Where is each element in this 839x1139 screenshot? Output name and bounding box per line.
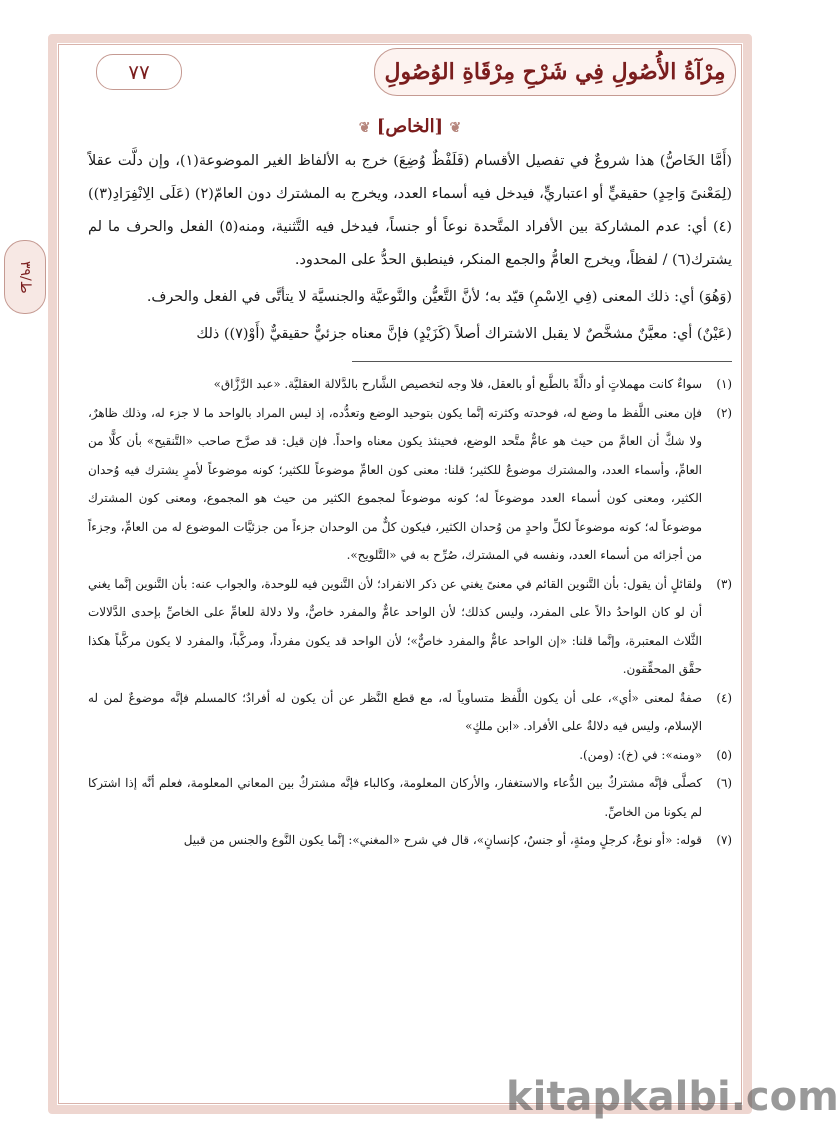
page-content — [88, 112, 732, 855]
footnote-number: (٢) — [716, 405, 732, 420]
footnote — [88, 570, 732, 684]
footnote — [88, 399, 732, 570]
ornament-icon: ❦ — [449, 120, 462, 136]
footnote — [88, 370, 732, 399]
ornament-icon: ❦ — [358, 120, 371, 136]
footnote-text: سواءٌ كانت مهملاتٍ أو دالَّةً بالطَّبع أو بالعقل، فلا وجه لتخصيص الشَّارح بالدَّلالة العقليَّة. «عبد الرَّزَّاق» — [213, 377, 702, 391]
main-paragraph: (عَيْنٌ) أي: معيَّنٌ مشخَّصٌ لا يقبل الاشتراك أصلاً (كَزَيْدٍ) فإنَّ معناه جزئيٌّ حقيقيٌّ (أَوْ(٧)) ذلك — [196, 326, 732, 342]
footnote — [88, 684, 732, 741]
footnote — [88, 741, 732, 770]
section-heading — [88, 116, 732, 137]
footnote-number: (٤) — [716, 690, 732, 705]
footnote-number: (٧) — [716, 833, 732, 847]
main-paragraph: (أَمَّا الخَاصُّ) هذا شروعٌ في تفصيل الأقسام (فَلَفْظٌ وُضِعَ) خرج به الألفاظ الغير الموضوعة(١)، وإن دلَّت عقلاً (لِمَعْنىً وَاحِدٍ) حقيقيٍّ أو اعتباريٍّ، فيدخل فيه أسماء العدد، ويخرج به المشترك دون العامّ(٢) (عَلَى الِانْفِرَادِ(٣)) (٤) أي: عدم المشاركة بين الأفراد المتَّحدة نوعاً أو جنساً، فيدخل فيه التَّثنية، ومنه(٥) الفعل والحرف ما لم يشترك(٦) / لفظاً، ويخرج العامُّ والجمع المنكر، فينطبق الحدُّ على المحدود. — [88, 153, 733, 268]
footnote-text: ولقائلٍ أن يقول: بأن التَّنوين القائم في معنىً يغني عن ذكر الانفراد؛ لأن التَّنوين فيه للوحدة، والجواب عنه: بأن التَّنوين إنَّما يغني أن لو كان الواحدُ دالاً على المفرد، وليس كذلك؛ لأن الواحد عامٌّ والمفرد خاصٌّ، ولا دلالة للعامِّ على الخاصِّ بإحدى الدَّلالات الثَّلاث المعتبرة، وإنَّما قلنا: «إن الواحد عامٌّ والمفرد خاصٌّ»؛ لأن الواحد قد يكون مفرداً، ومركَّباً، والمفرد لا يكون مركَّباً هكذا حقَّق المحقِّقون. — [88, 576, 702, 676]
footnote-number: (٦) — [716, 776, 732, 790]
footnote-text: كصلَّى فإنَّه مشتركٌ بين الدُّعاء والاستغفار، والأركان المعلومة، وكالباء فإنَّه مشتركٌ بين المعاني المعلومة، فعلم أنَّه إذا اشتركا لم يكونا من الخاصِّ. — [88, 776, 702, 819]
footnote-number: (٣) — [716, 576, 732, 591]
page-number: ٧٧ — [96, 54, 182, 90]
footnote-text: صفةٌ لمعنى «أي»، على أن يكون اللَّفظ متساوياً له، مع قطع النَّظر عن أن يكون له أفرادٌ؛ كالمسلم فإنَّه موضوعٌ لمن له الإسلام، وليس فيه دلالةٌ على الأفراد. «ابن ملكٍ» — [88, 690, 702, 733]
watermark-logo: kitapkalbi.com — [506, 1074, 839, 1120]
footnote-number: (٥) — [716, 747, 732, 762]
margin-reference: ط/٣٩ — [4, 240, 46, 314]
footnote-text: «ومنه»: في (خ): (ومن). — [579, 747, 702, 762]
footnote — [88, 769, 732, 826]
footnote-divider — [352, 361, 732, 362]
main-paragraph: (وَهُوَ) أي: ذلك المعنى (فِي الِاسْمِ) قيّد به؛ لأنَّ التَّعيُّن والنَّوعيَّة والجنسيَّة لا يتأتَّى في الفعل والحرف. — [146, 289, 732, 305]
section-title-text: [الخاص] — [376, 116, 444, 137]
footnote-text: قوله: «أو نوعٌ، كرجلٍ ومئةٍ، أو جنسٌ، كإنسانٍ»، قال في شرح «المغني»: إنَّما يكون النَّوع والجنس من قبيل — [183, 833, 702, 847]
footnote-number: (١) — [716, 377, 732, 391]
book-title: مِرْآةُ الأُصُولِ فِي شَرْحِ مِرْقَاةِ الوُصُولِ — [374, 48, 736, 96]
page-header — [78, 46, 738, 98]
footnote-text: فإن معنى اللَّفظ ما وضع له، فوحدته وكثرته إنَّما يكون بتوحيد الوضع وتعدُّده، إذ ليس المراد بالواحد ما لا جزء له، وذلك ظاهرٌ، ولا شكَّ أن العامَّ من حيث هو عامٌّ متَّحد الوضع، فحينئذ يكون معناه واحداً. فإن قيل: قد صرَّح صاحب «التَّنقيح» بأن كلًّا من العامِّ، وأسماء العدد، والمشترك موضوعٌ للكثير؛ قلنا: معنى كون العامِّ موضوعاً للكثير؛ كونه موضوعاً لأمرٍ يشترك فيه وُحدان الكثير، ومعنى كون أسماء العدد موضوعاً له؛ كونه موضوعاً لمجموع الكثير من حيث هو المجموع، ومعنى كون المشترك موضوعاً له؛ كونه موضوعاً لكلِّ واحدٍ من وُحدان الكثير، فيكون كلٌّ من الوحدان جزءاً من جزئيَّات الموضوع له من العامِّ، وجزءاً من أجزائه من أسماء العدد، ونفسه في المشترك، صُرِّح به في «التَّلويح». — [88, 405, 702, 562]
footnote — [88, 826, 732, 855]
